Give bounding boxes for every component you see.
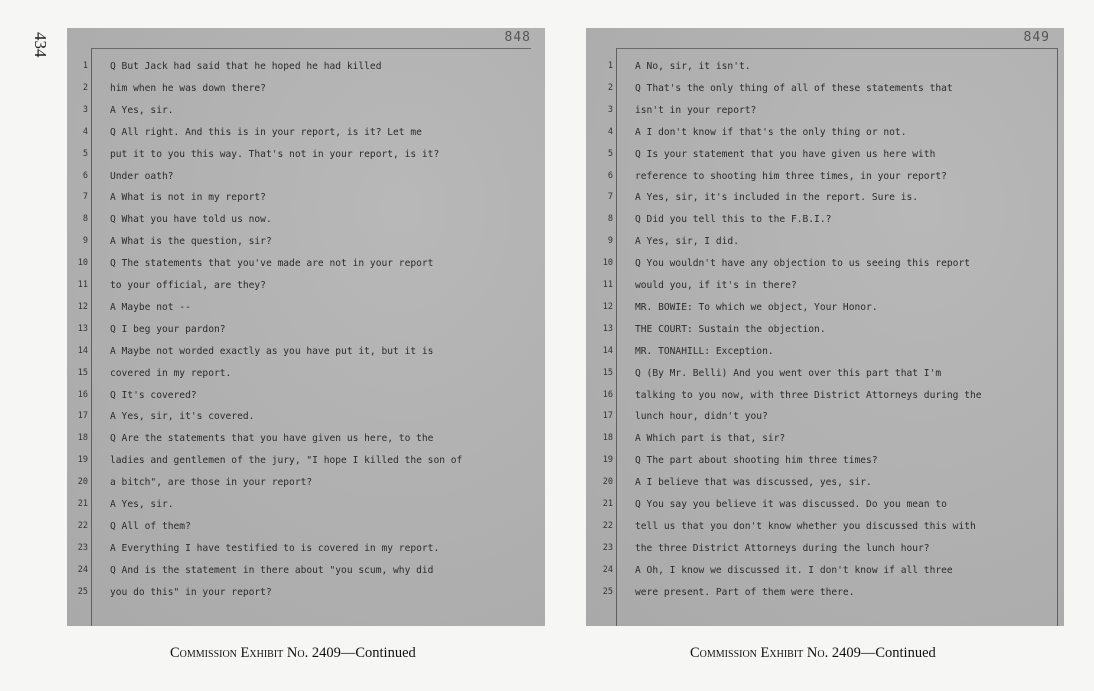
line-number: 17 xyxy=(602,411,613,422)
line-number: 14 xyxy=(77,345,88,356)
line-text: THE COURT: Sustain the objection. xyxy=(635,323,826,335)
line-number: 19 xyxy=(77,455,88,466)
transcript-line xyxy=(77,407,531,429)
line-number: 21 xyxy=(77,499,88,509)
transcript-line xyxy=(602,451,1057,473)
caption-right: Commission Exhibit No. 2409—Continued xyxy=(690,645,936,661)
line-number: 13 xyxy=(77,323,88,334)
line-number: 17 xyxy=(77,411,88,422)
transcript-line xyxy=(607,167,1057,189)
transcript-line xyxy=(77,583,531,605)
line-text: Q All of them? xyxy=(110,520,191,532)
transcript-line xyxy=(602,364,1057,386)
line-text: A No, sir, it isn't. xyxy=(635,61,751,72)
line-text: talking to you now, with three District Attorneys during the xyxy=(635,389,982,401)
line-text: reference to shooting him three times, in your report? xyxy=(635,170,947,182)
transcript-line xyxy=(77,276,531,298)
line-number: 18 xyxy=(602,433,613,444)
transcript-line xyxy=(82,188,531,210)
transcript-line xyxy=(607,232,1057,254)
transcript-line xyxy=(82,101,531,123)
line-number: 20 xyxy=(602,477,613,488)
transcript-line xyxy=(602,276,1057,298)
transcript-line xyxy=(602,583,1057,605)
line-text: A What is the question, sir? xyxy=(110,236,272,248)
line-number: 5 xyxy=(607,148,613,159)
corner-page-number: 848 xyxy=(504,30,531,45)
line-text: put it to you this way. That's not in your report, is it? xyxy=(110,148,440,160)
line-text: A Maybe not -- xyxy=(110,301,191,313)
line-number: 3 xyxy=(607,104,613,115)
line-number: 4 xyxy=(82,126,88,137)
line-text: A Yes, sir, I did. xyxy=(635,236,739,248)
line-number: 23 xyxy=(602,542,613,553)
line-number: 6 xyxy=(607,170,613,181)
line-text: A I don't know if that's the only thing or not. xyxy=(635,126,907,138)
line-number: 24 xyxy=(602,564,613,575)
line-text: A Which part is that, sir? xyxy=(635,433,786,445)
transcript-line xyxy=(602,495,1057,517)
line-text: Q The part about shooting him three times? xyxy=(635,455,878,467)
transcript-line xyxy=(607,210,1057,232)
line-number: 8 xyxy=(607,214,613,225)
transcript-line xyxy=(77,561,531,583)
line-text: a bitch", are those in your report? xyxy=(110,477,313,489)
line-number: 21 xyxy=(602,499,613,509)
transcript-line xyxy=(607,123,1057,145)
line-text: A I believe that was discussed, yes, sir. xyxy=(635,477,872,489)
transcript-line xyxy=(602,342,1057,364)
line-number: 22 xyxy=(602,520,613,531)
line-text: the three District Attorneys during the lunch hour? xyxy=(635,542,930,554)
line-text: to your official, are they? xyxy=(110,280,266,291)
line-text: Q Did you tell this to the F.B.I.? xyxy=(635,214,832,226)
page-number: 434 xyxy=(31,32,50,58)
transcript-line xyxy=(602,254,1057,276)
line-number: 16 xyxy=(77,389,88,400)
line-number: 22 xyxy=(77,520,88,531)
line-text: A Yes, sir, it's covered. xyxy=(110,411,255,423)
transcript-page-left xyxy=(67,28,545,626)
line-text: Q I beg your pardon? xyxy=(110,323,226,335)
line-number: 16 xyxy=(602,389,613,400)
line-text: A What is not in my report? xyxy=(110,192,266,204)
line-number: 10 xyxy=(602,258,613,269)
transcript-line xyxy=(77,473,531,495)
caption-left: Commission Exhibit No. 2409—Continued xyxy=(170,645,416,661)
line-text: lunch hour, didn't you? xyxy=(635,411,768,423)
transcript-line xyxy=(77,298,531,320)
transcript-line xyxy=(77,386,531,408)
transcript-page-right xyxy=(586,28,1064,626)
line-number: 20 xyxy=(77,477,88,488)
line-text: MR. TONAHILL: Exception. xyxy=(635,345,774,357)
line-text: Q It's covered? xyxy=(110,389,197,401)
line-number: 25 xyxy=(77,586,88,597)
line-number: 11 xyxy=(77,280,88,290)
transcript-line xyxy=(607,79,1057,101)
line-number: 19 xyxy=(602,455,613,466)
line-text: A Maybe not worded exactly as you have put it, but it is xyxy=(110,345,434,357)
line-number: 7 xyxy=(82,192,88,203)
line-number: 12 xyxy=(602,301,613,312)
transcript-line xyxy=(82,79,531,101)
transcript-lines xyxy=(77,48,531,626)
line-text: A Yes, sir. xyxy=(110,104,174,116)
line-number: 18 xyxy=(77,433,88,444)
line-text: Q All right. And this is in your report, is it? Let me xyxy=(110,126,422,138)
transcript-line xyxy=(602,386,1057,408)
line-number: 5 xyxy=(82,148,88,159)
line-text: A Yes, sir. xyxy=(110,499,174,510)
line-number: 2 xyxy=(82,82,88,93)
line-text: Q You say you believe it was discussed. Do you mean to xyxy=(635,499,947,510)
transcript-line xyxy=(602,517,1057,539)
line-number: 15 xyxy=(602,367,613,378)
line-number: 12 xyxy=(77,301,88,312)
line-text: MR. BOWIE: To which we object, Your Honor. xyxy=(635,301,878,313)
transcript-line xyxy=(607,188,1057,210)
line-number: 7 xyxy=(607,192,613,203)
line-number: 1 xyxy=(82,61,88,71)
line-text: Q Are the statements that you have given us here, to the xyxy=(110,433,434,445)
line-text: tell us that you don't know whether you discussed this with xyxy=(635,520,976,532)
line-text: A Everything I have testified to is covered in my report. xyxy=(110,542,440,554)
transcript-line xyxy=(77,364,531,386)
line-number: 2 xyxy=(607,82,613,93)
line-text: A Oh, I know we discussed it. I don't know if all three xyxy=(635,564,953,576)
line-number: 1 xyxy=(607,61,613,71)
transcript-line xyxy=(77,539,531,561)
line-number: 10 xyxy=(77,258,88,269)
transcript-line xyxy=(77,517,531,539)
transcript-line xyxy=(77,429,531,451)
line-text: Q And is the statement in there about "you scum, why did xyxy=(110,564,434,576)
transcript-line xyxy=(77,495,531,517)
line-number: 24 xyxy=(77,564,88,575)
transcript-line xyxy=(607,57,1057,79)
line-number: 3 xyxy=(82,104,88,115)
transcript-line xyxy=(82,167,531,189)
transcript-line xyxy=(77,451,531,473)
line-number: 8 xyxy=(82,214,88,225)
transcript-line xyxy=(82,145,531,167)
corner-page-number: 849 xyxy=(1023,30,1050,45)
line-text: Q You wouldn't have any objection to us seeing this report xyxy=(635,258,971,270)
transcript-line xyxy=(602,561,1057,583)
line-number: 23 xyxy=(77,542,88,553)
transcript-line xyxy=(602,539,1057,561)
line-number: 6 xyxy=(82,170,88,181)
line-text: Q That's the only thing of all of these statements that xyxy=(635,82,953,94)
transcript-line xyxy=(602,473,1057,495)
transcript-line xyxy=(602,429,1057,451)
line-text: ladies and gentlemen of the jury, "I hope I killed the son of xyxy=(110,455,463,467)
line-text: him when he was down there? xyxy=(110,82,266,94)
line-text: Q (By Mr. Belli) And you went over this part that I'm xyxy=(635,367,942,379)
line-number: 11 xyxy=(602,280,613,290)
line-text: isn't in your report? xyxy=(635,104,757,116)
transcript-line xyxy=(82,57,531,79)
transcript-line xyxy=(82,210,531,232)
line-number: 9 xyxy=(607,236,613,247)
line-number: 9 xyxy=(82,236,88,247)
line-text: Under oath? xyxy=(110,170,174,182)
transcript-line xyxy=(602,320,1057,342)
line-text: Q The statements that you've made are not in your report xyxy=(110,258,434,270)
transcript-line xyxy=(607,101,1057,123)
transcript-line xyxy=(602,407,1057,429)
line-number: 15 xyxy=(77,367,88,378)
line-text: Q What you have told us now. xyxy=(110,214,272,226)
line-text: you do this" in your report? xyxy=(110,586,272,598)
line-number: 13 xyxy=(602,323,613,334)
line-number: 4 xyxy=(607,126,613,137)
transcript-lines xyxy=(602,48,1058,626)
transcript-line xyxy=(602,298,1057,320)
line-text: were present. Part of them were there. xyxy=(635,586,855,598)
transcript-line xyxy=(82,123,531,145)
line-text: Q Is your statement that you have given us here with xyxy=(635,148,936,160)
transcript-line xyxy=(77,254,531,276)
transcript-line xyxy=(77,320,531,342)
line-text: covered in my report. xyxy=(110,367,232,379)
transcript-line xyxy=(607,145,1057,167)
line-text: would you, if it's in there? xyxy=(635,280,797,291)
transcript-line xyxy=(77,342,531,364)
transcript-line xyxy=(82,232,531,254)
line-number: 25 xyxy=(602,586,613,597)
line-text: A Yes, sir, it's included in the report. Sure is. xyxy=(635,192,919,204)
line-text: Q But Jack had said that he hoped he had killed xyxy=(110,61,382,72)
line-number: 14 xyxy=(602,345,613,356)
